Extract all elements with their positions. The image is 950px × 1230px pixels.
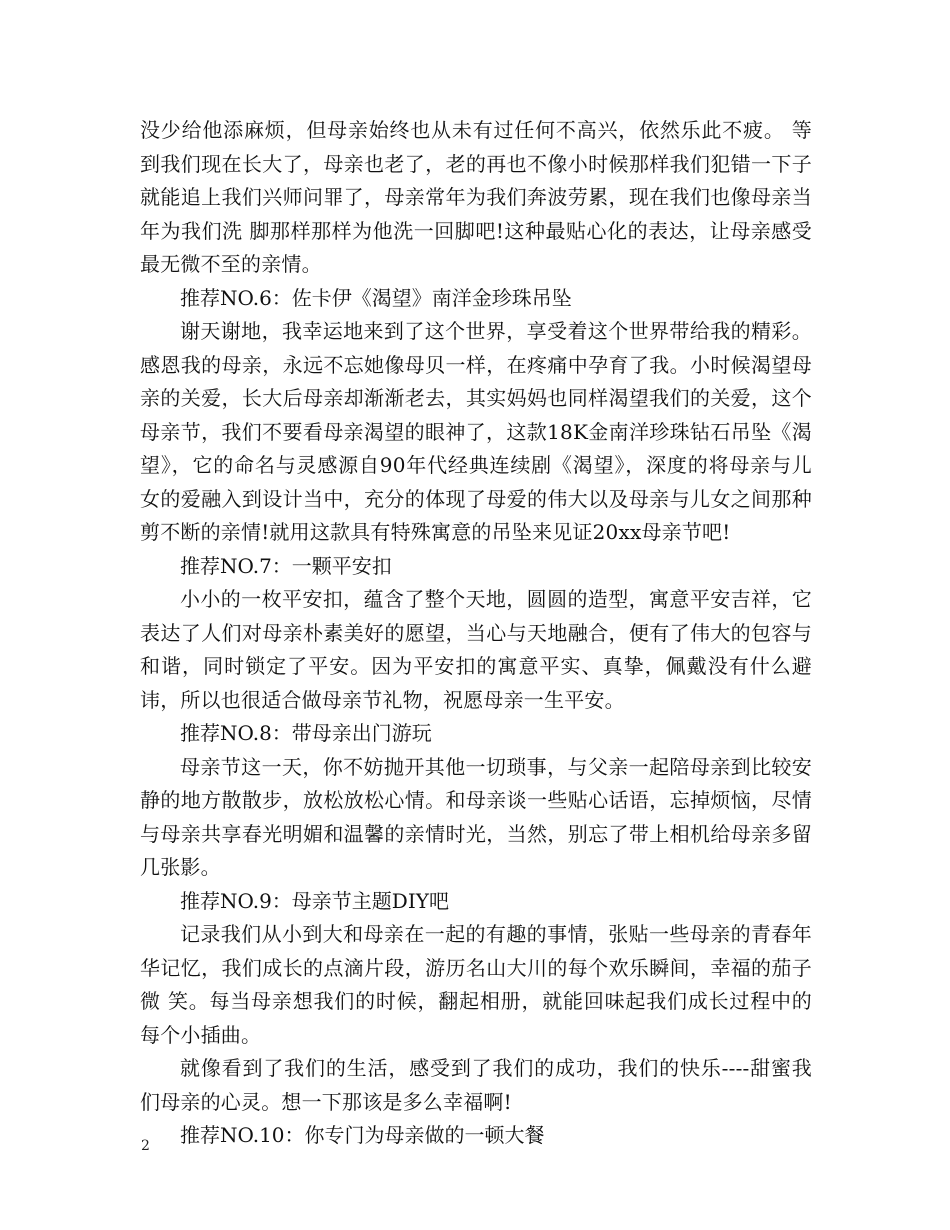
recommendation-heading-no8: 推荐NO.8：带母亲出门游玩: [180, 721, 432, 745]
paragraph-outing: 母亲节这一天，你不妨抛开其他一切琐事，与父亲一起陪母亲到比较安静的地方散散步，放松放松心情。和母亲谈一些贴心话语，忘掉烦恼，尽情与母亲共享春光明媚和温馨的亲情时光，当然，别忘了带上相机给母亲多留几张影。: [140, 754, 812, 879]
paragraph-happiness: 就像看到了我们的生活，感受到了我们的成功，我们的快乐----甜蜜我们母亲的心灵。想一下那该是多么幸福啊!: [140, 1056, 812, 1114]
recommendation-heading-no10: 推荐NO.10：你专门为母亲做的一顿大餐: [180, 1123, 545, 1147]
recommendation-heading-no7: 推荐NO.7：一颗平安扣: [180, 553, 392, 578]
page-number: 2: [141, 1138, 150, 1154]
paragraph-safety-buckle: 小小的一枚平安扣，蕴含了整个天地，圆圆的造型，寓意平安吉祥，它表达了人们对母亲朴素美好的愿望，当心与天地融合，便有了伟大的包容与和谐，同时锁定了平安。因为平安扣的寓意平实、真挚，佩戴没有什么避讳，所以也很适合做母亲节礼物，祝愿母亲一生平安。: [140, 587, 812, 712]
recommendation-heading-no9: 推荐NO.9：母亲节主题DIY吧: [180, 888, 449, 913]
document-body: [140, 114, 812, 1153]
paragraph-diy: 记录我们从小到大和母亲在一起的有趣的事情，张贴一些母亲的青春年华记忆，我们成长的点滴片段，游历名山大川的每个欢乐瞬间，幸福的茄子微 笑。每当母亲想我们的时候，翻起相册，就能回味起我们成长过程中的每个小插曲。: [140, 922, 812, 1047]
paragraph-pendant: 谢天谢地，我幸运地来到了这个世界，享受着这个世界带给我的精彩。感恩我的母亲，永远不忘她像母贝一样，在疼痛中孕育了我。小时候渴望母亲的关爱，长大后母亲却渐渐老去，其实妈妈也同样渴望我们的关爱，这个母亲节，我们不要看母亲渴望的眼神了，这款18K金南洋珍珠钻石吊坠《渴望》，它的命名与灵感源自90年代经典连续剧《渴望》，深度的将母亲与儿女的爱融入到设计当中，充分的体现了母爱的伟大以及母亲与儿女之间那种剪不断的亲情!就用这款具有特殊寓意的吊坠来见证20xx母亲节吧!: [140, 319, 812, 544]
paragraph-continuation: 没少给他添麻烦，但母亲始终也从未有过任何不高兴，依然乐此不疲。 等到我们现在长大了，母亲也老了，老的再也不像小时候那样我们犯错一下子就能追上我们兴师问罪了，母亲常年为我们奔波劳累，现在我们也像母亲当年为我们洗 脚那样那样为他洗一回脚吧!这种最贴心化的表达，让母亲感受最无微不至的亲情。: [140, 118, 812, 276]
recommendation-heading-no6: 推荐NO.6：佐卡伊《渴望》南洋金珍珠吊坠: [180, 285, 572, 310]
